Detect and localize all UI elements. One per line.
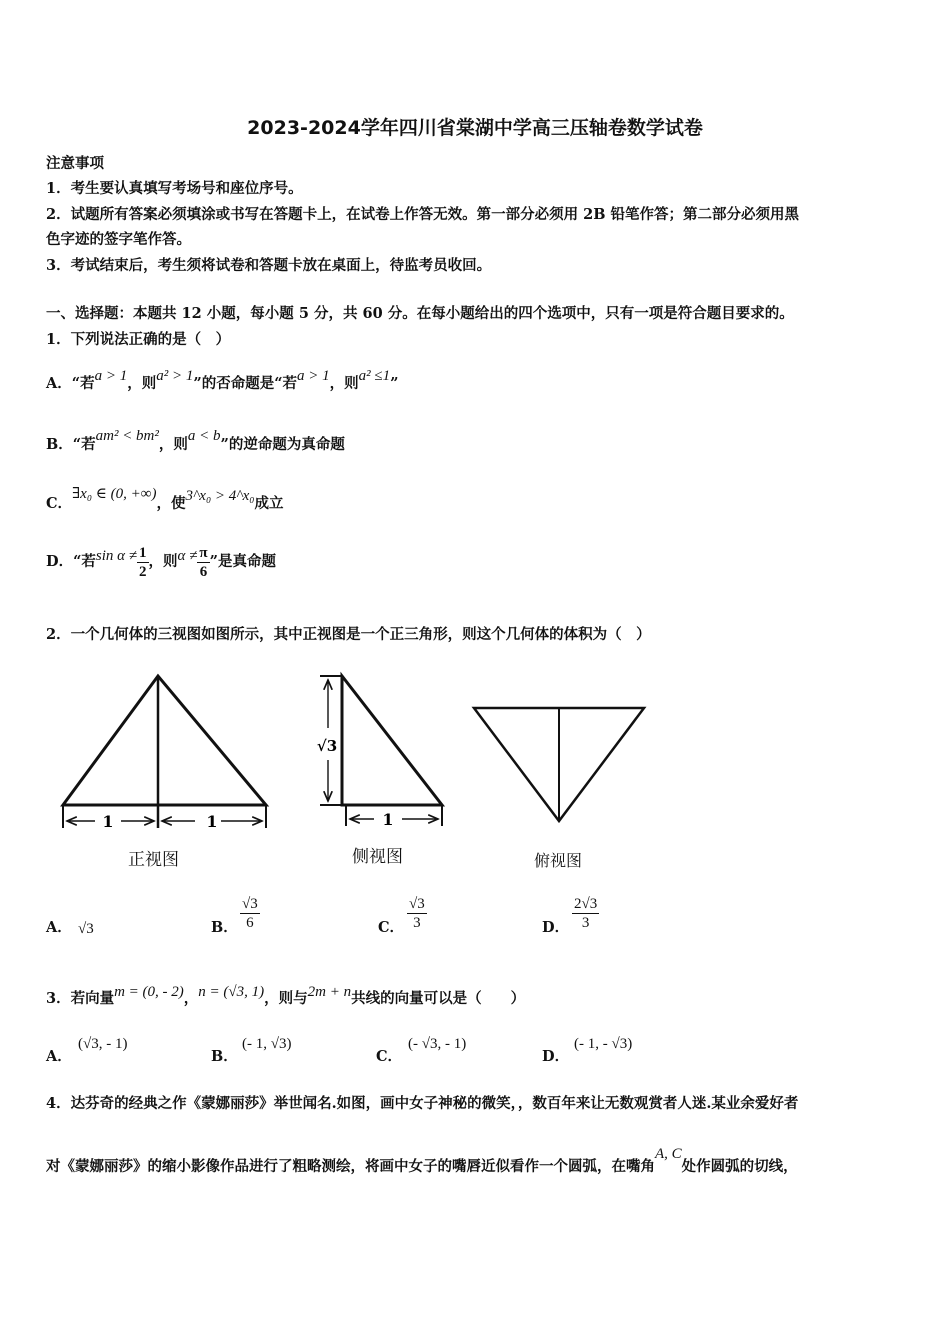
- q2-option-a: [46, 916, 72, 937]
- q1-b-text-3: ”的逆命题为真命题: [220, 436, 345, 453]
- q3-vector-n: n = (√3, 1): [198, 984, 265, 1000]
- q3-text-3: 共线的向量可以是（ ）: [351, 990, 526, 1007]
- q3-option-a-label: A．: [46, 1048, 72, 1065]
- q1-d-label: D．: [46, 553, 74, 570]
- q2-b-num: √3: [242, 896, 258, 912]
- q2-c-fraction: [407, 895, 427, 932]
- top-view-figure: [468, 700, 653, 825]
- q1-d-f2-den: 6: [199, 563, 208, 580]
- q1-d-f1-den: 2: [139, 563, 147, 580]
- front-triangle: [63, 676, 266, 805]
- side-dim-height: √3: [316, 737, 338, 755]
- q3-stem: [46, 984, 526, 1008]
- q1-a-text-5: ”: [390, 375, 399, 392]
- q3-vector-m: m = (0, - 2): [114, 984, 184, 1000]
- q3-text-2: ，则与: [264, 990, 308, 1007]
- q1-c-math-2: 3^x₀ > 4^x₀: [185, 488, 255, 504]
- q3-combo: 2m + n: [307, 984, 352, 1000]
- q2-d-den: 3: [581, 915, 590, 931]
- front-dim-left: 1: [102, 812, 114, 831]
- q3-option-c-value: (- √3, - 1): [408, 1036, 467, 1052]
- q2-option-c: C．: [378, 919, 405, 936]
- q1-b-math-1: am² < bm²: [95, 428, 159, 444]
- q1-a-math-4: a² ≤1: [358, 368, 391, 384]
- q3-option-a-value: (√3, - 1): [78, 1036, 128, 1052]
- q2-c-den: 3: [413, 915, 421, 931]
- notice-item-3: 3．考试结束后，考生须将试卷和答题卡放在桌面上，待监考员收回。: [46, 257, 492, 274]
- q4-line-1: 4．达芬奇的经典之作《蒙娜丽莎》举世闻名.如图，画中女子神秘的微笑，，数百年来让无数观赏者人迷.某业余爱好者: [46, 1095, 799, 1112]
- q2-d-num: 2√3: [574, 896, 598, 912]
- notice-item-1: 1．考生要认真填写考场号和座位序号。: [46, 180, 303, 197]
- q1-option-c: [46, 486, 284, 513]
- q2-stem: 2．一个几何体的三视图如图所示，其中正视图是一个正三角形，则这个几何体的体积为（ ）: [46, 626, 651, 643]
- notice-item-2-line-2: 色字迹的签字笔作答。: [46, 231, 191, 248]
- q4-points: A, C: [655, 1146, 682, 1162]
- q1-a-math-1: a > 1: [94, 368, 128, 384]
- q4-line-2: [46, 1146, 798, 1176]
- notice-item-2-line-1: 2．试题所有答案必须填涂或书写在答题卡上，在试卷上作答无效。第一部分必须用 2B 铅笔作答；第二部分必须用黑: [46, 206, 800, 223]
- front-dim-right: 1: [206, 812, 218, 831]
- q1-d-math-1: sin α ≠: [95, 548, 138, 564]
- q1-d-f2-num: π: [199, 544, 208, 561]
- q3-option-b-label: B．: [211, 1048, 238, 1065]
- top-view-caption: 俯视图: [534, 851, 583, 870]
- q1-stem: 1．下列说法正确的是（ ）: [46, 331, 231, 348]
- q1-a-text-3: ”的否命题是“若: [193, 375, 298, 392]
- q4-line-2b: 处作圆弧的切线，: [681, 1158, 798, 1175]
- notice-heading: 注意事项: [46, 155, 104, 172]
- q1-a-math-2: a² > 1: [156, 368, 194, 384]
- q1-a-math-3: a > 1: [297, 368, 330, 384]
- q1-c-text-1: ，使: [156, 495, 186, 512]
- q2-a-value: √3: [78, 921, 94, 937]
- q1-a-label: A．: [46, 375, 72, 392]
- q3-option-d-label: D．: [542, 1048, 570, 1065]
- q2-c-num: √3: [409, 896, 425, 912]
- q4-line-2a: 对《蒙娜丽莎》的缩小影像作品进行了粗略测绘，将画中女子的嘴唇近似看作一个圆弧，在嘴角: [46, 1158, 655, 1175]
- q1-c-math-1: ∃x₀ ∈ (0, +∞): [72, 486, 157, 502]
- q3-option-d-value: (- 1, - √3): [574, 1036, 633, 1052]
- q1-a-text-4: ，则: [329, 375, 359, 392]
- side-dim-base: 1: [382, 810, 394, 829]
- side-triangle: [342, 676, 442, 805]
- q3-sep: ，: [183, 990, 199, 1007]
- q1-option-b: [46, 428, 345, 454]
- q2-a-label: A．: [46, 919, 72, 936]
- q1-c-text-2: 成立: [254, 495, 284, 512]
- q1-b-text-1: “若: [72, 436, 96, 453]
- q1-b-label: B．: [46, 436, 73, 453]
- q2-d-fraction: [572, 895, 599, 932]
- side-view-caption: 侧视图: [352, 847, 403, 867]
- q1-option-d: [46, 540, 276, 584]
- q1-d-fraction-1: [137, 544, 149, 581]
- section-heading: 一、选择题：本题共 12 小题，每小题 5 分，共 60 分。在每小题给出的四个选项中，只有一项是符合题目要求的。: [46, 305, 794, 322]
- q3-option-b-value: (- 1, √3): [242, 1036, 292, 1052]
- q1-d-text-3: ”是真命题: [209, 553, 276, 570]
- q1-d-fraction-2: [197, 544, 209, 581]
- q1-d-text-1: “若: [73, 553, 96, 570]
- q2-b-fraction: [240, 895, 260, 932]
- front-view-caption: 正视图: [128, 850, 179, 870]
- q2-option-b: B．: [211, 919, 238, 936]
- q1-d-f1-num: 1: [139, 544, 147, 561]
- q1-b-math-2: a < b: [187, 428, 221, 444]
- q1-b-text-2: ，则: [158, 436, 188, 453]
- side-view-figure: [312, 668, 452, 833]
- q2-b-den: 6: [246, 915, 254, 931]
- q3-option-c-label: C．: [376, 1048, 403, 1065]
- q1-d-text-2: ，则: [148, 553, 178, 570]
- q2-option-d: D．: [542, 919, 570, 936]
- q3-text-1: 3．若向量: [46, 990, 115, 1007]
- q1-option-a: [46, 368, 399, 393]
- q1-d-math-2: α ≠: [177, 548, 198, 564]
- q1-c-label: C．: [46, 495, 73, 512]
- q1-a-text-2: ，则: [127, 375, 157, 392]
- page-title: 2023-2024学年四川省棠湖中学高三压轴卷数学试卷: [247, 117, 703, 139]
- q1-a-text-1: “若: [71, 375, 95, 392]
